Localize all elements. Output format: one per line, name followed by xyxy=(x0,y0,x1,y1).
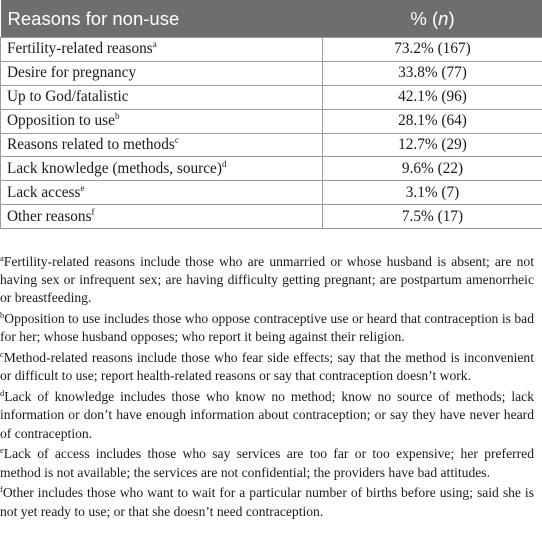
row-value: 28.1% (64) xyxy=(323,109,542,133)
row-label-text: Other reasons xyxy=(7,207,92,225)
header-percent-prefix: % ( xyxy=(410,7,439,29)
row-label xyxy=(1,109,323,133)
row-value: 33.8% (77) xyxy=(323,61,542,85)
row-value: 7.5% (17) xyxy=(323,205,542,229)
footnote xyxy=(0,253,534,308)
row-label-text: Lack access xyxy=(7,183,81,201)
footnote-text: Lack of knowledge includes those who know no method; know no source of methods; lack information or don’t have enough information about contraception; or say they have never heard of contraception. xyxy=(0,389,534,441)
table-row xyxy=(1,205,542,229)
row-label xyxy=(1,205,323,229)
footnote-mark: e xyxy=(0,445,4,456)
table-footnotes xyxy=(0,253,534,523)
table-row xyxy=(1,109,542,133)
row-label xyxy=(1,133,323,157)
footnote xyxy=(0,445,534,481)
footnote-mark: a xyxy=(0,253,4,263)
footnote-text: Fertility-related reasons include those who are unmarried or whose husband is absent; are not having sex or infrequent sex; are having difficulty getting pregnant; are postpartum amenorrheic or breastfeeding. xyxy=(0,254,534,306)
header-row xyxy=(1,0,542,38)
table-row xyxy=(1,181,542,205)
footnote xyxy=(0,310,534,346)
row-label-text: Lack knowledge (methods, source) xyxy=(7,159,222,177)
row-value: 12.7% (29) xyxy=(323,133,542,157)
row-label xyxy=(1,157,323,181)
row-label-text: Reasons related to methods xyxy=(7,136,175,153)
table-row xyxy=(1,133,542,157)
table-row xyxy=(1,85,542,109)
row-value: 3.1% (7) xyxy=(323,181,542,205)
footnote-mark: d xyxy=(0,388,5,399)
table-row xyxy=(1,61,542,85)
header-percent xyxy=(323,0,542,38)
row-label xyxy=(1,181,323,205)
footnote-text: Opposition to use includes those who oppose contraceptive use or heard that contraception is bad for her; whose husband opposes; who report it being against their religion. xyxy=(0,311,534,345)
row-label-text: Desire for pregnancy xyxy=(7,64,137,82)
row-footnote-mark: b xyxy=(114,111,120,122)
row-footnote-mark: a xyxy=(152,39,157,50)
header-percent-n: n xyxy=(438,7,449,29)
row-label-text: Fertility-related reasons xyxy=(7,40,153,58)
reasons-table xyxy=(0,0,542,229)
row-label xyxy=(1,38,323,62)
footnote xyxy=(0,484,534,520)
footnote xyxy=(0,349,534,385)
row-label xyxy=(1,85,323,109)
table-row xyxy=(1,38,542,62)
footnote xyxy=(0,388,534,443)
header-reasons: Reasons for non-use xyxy=(1,0,323,38)
row-footnote-mark: e xyxy=(80,182,85,193)
row-label-text: Opposition to use xyxy=(7,112,115,130)
table-header xyxy=(1,0,542,38)
row-label xyxy=(1,61,323,85)
table-row xyxy=(1,157,542,181)
footnote-mark: c xyxy=(0,349,4,360)
row-footnote-mark: c xyxy=(174,135,179,145)
footnote-mark: f xyxy=(0,484,3,495)
footnote-text: Method-related reasons include those who fear side effects; say that the method is inconvenient or difficult to use; report health-related reasons or say that contraception doesn’t work. xyxy=(0,350,534,384)
row-footnote-mark: d xyxy=(221,158,227,169)
header-percent-suffix: ) xyxy=(448,7,455,29)
row-value: 42.1% (96) xyxy=(323,85,542,109)
footnote-text: Lack of access includes those who say services are too far or too expensive; her preferred method is not available; the services are not confidential; the providers have bad attitudes. xyxy=(0,446,534,480)
footnote-text: Other includes those who want to wait for a particular number of births before using; said she is not yet ready to use; or that she doesn’t need contraception. xyxy=(0,485,534,519)
row-value: 9.6% (22) xyxy=(323,157,542,181)
row-label-text: Up to God/fatalistic xyxy=(7,88,129,106)
row-footnote-mark: f xyxy=(91,206,95,217)
footnote-mark: b xyxy=(0,310,5,321)
row-value: 73.2% (167) xyxy=(323,38,542,62)
